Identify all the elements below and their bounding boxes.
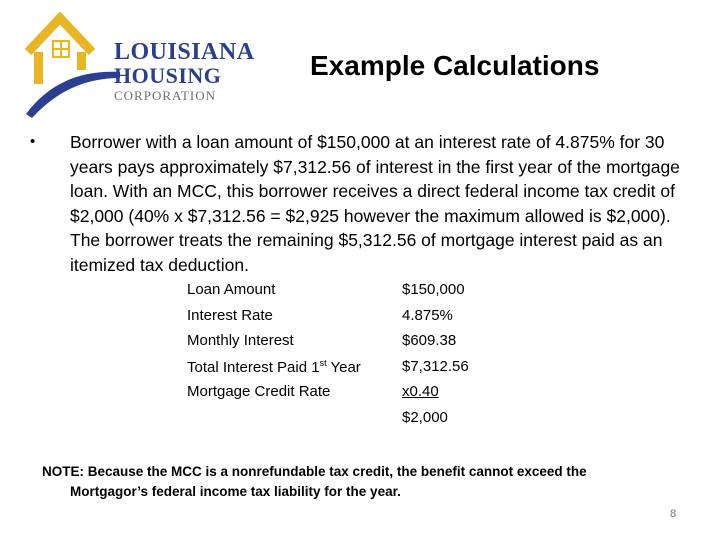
row-label: Monthly Interest (187, 332, 294, 349)
note-text (42, 462, 642, 502)
logo-line-3: CORPORATION (114, 88, 217, 103)
bullet-point (30, 130, 680, 278)
logo-wordmark (114, 40, 255, 102)
row-value: $2,000 (402, 408, 448, 426)
logo-line-2: HOUSING (114, 63, 222, 88)
page-number: 8 (670, 508, 677, 520)
row-value: x0.40 (402, 383, 439, 400)
row-value: $609.38 (402, 332, 457, 349)
row-value: 4.875% (402, 306, 453, 324)
note-line-2: Mortgagor’s federal income tax liability for the year. (70, 484, 401, 499)
row-label: Loan Amount (187, 281, 276, 298)
row-value: $150,000 (402, 281, 465, 298)
row-label (187, 358, 361, 376)
bullet-text: Borrower with a loan amount of $150,000 at an interest rate of 4.875% for 30 years pays approximately $7,312.56 of interest in the first year of the mortgage loan. With an MCC, this borrower receives a direct federal income tax credit of $2,000 (40% x $7,312.56 = $2,925 however the maximum allowed is $2,000). The borrower treats the remaining $5,312.56 of mortgage interest paid as an itemized tax deduction. (70, 132, 680, 275)
logo-line-1: LOUISIANA (114, 39, 255, 65)
row-label-post: Year (326, 358, 361, 376)
row-label-sup: st (319, 357, 327, 368)
note-line-1: NOTE: Because the MCC is a nonrefundable tax credit, the benefit cannot exceed the (42, 464, 587, 479)
row-label: Mortgage Credit Rate (187, 383, 331, 400)
bullet-marker: • (30, 133, 36, 150)
louisiana-housing-logo (22, 12, 255, 120)
row-label-pre: Total Interest Paid 1 (187, 358, 320, 376)
slide-title: Example Calculations (310, 50, 600, 81)
house-logo-icon (22, 12, 122, 120)
row-label: Interest Rate (187, 306, 273, 324)
row-value: $7,312.56 (402, 357, 469, 375)
